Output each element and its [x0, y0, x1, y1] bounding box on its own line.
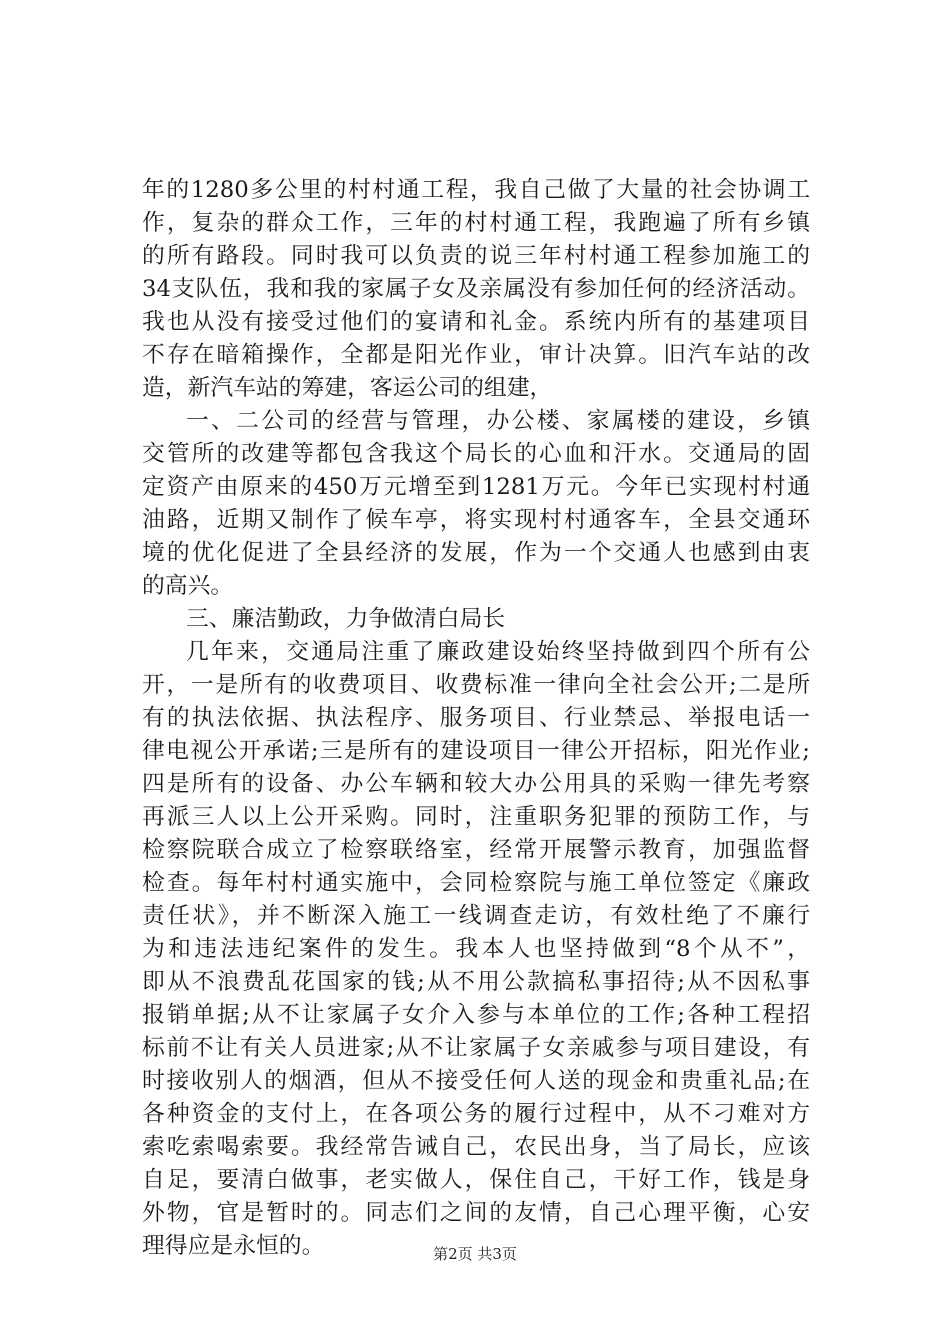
text-line: 造，新汽车站的筹建，客运公司的组建，	[142, 375, 553, 401]
text-line: 境的优化促进了全县经济的发展，作为一个交通人也感到由衷	[142, 540, 810, 566]
body-text	[142, 174, 810, 1263]
text-line: 几年来，交通局注重了廉政建设始终坚持做到四个所有公	[186, 639, 810, 665]
text-line: 时接收别人的烟酒，但从不接受任何人送的现金和贵重礼品;在	[142, 1068, 810, 1094]
text-line: 的高兴。	[142, 573, 234, 599]
text-line: 标前不让有关人员进家;从不让家属子女亲戚参与项目建设，有	[142, 1035, 810, 1061]
text-line: 理得应是永恒的。	[142, 1233, 325, 1259]
text-line: 不存在暗箱操作，全都是阳光作业，审计决算。旧汽车站的改	[142, 342, 810, 368]
text-line: 检察院联合成立了检察联络室，经常开展警示教育，加强监督	[142, 837, 810, 863]
text-line: 自足，要清白做事，老实做人，保住自己，干好工作，钱是身	[142, 1167, 810, 1193]
text-line: 的所有路段。同时我可以负责的说三年村村通工程参加施工的	[142, 243, 810, 269]
text-line: 作，复杂的群众工作，三年的村村通工程，我跑遍了所有乡镇	[142, 210, 810, 236]
text-line: 年的1280多公里的村村通工程，我自己做了大量的社会协调工	[142, 177, 810, 203]
text-line: 报销单据;从不让家属子女介入参与本单位的工作;各种工程招	[142, 1002, 810, 1028]
text-line: 即从不浪费乱花国家的钱;从不用公款搞私事招待;从不因私事	[142, 969, 810, 995]
text-line: 定资产由原来的450万元增至到1281万元。今年已实现村村通	[142, 474, 810, 500]
text-line: 有的执法依据、执法程序、服务项目、行业禁忌、举报电话一	[142, 705, 810, 731]
text-line: 为和违法违纪案件的发生。我本人也坚持做到“8个从不”，	[142, 936, 810, 962]
page-footer: 第2页 共3页	[433, 1245, 517, 1263]
text-line: 34支队伍，我和我的家属子女及亲属没有参加任何的经济活动。	[142, 276, 810, 302]
text-line: 律电视公开承诺;三是所有的建设项目一律公开招标，阳光作业;	[142, 738, 810, 764]
text-line: 索吃索喝索要。我经常告诫自己，农民出身，当了局长，应该	[142, 1134, 810, 1160]
text-line: 外物，官是暂时的。同志们之间的友情，自己心理平衡，心安	[142, 1200, 810, 1226]
text-line: 交管所的改建等都包含我这个局长的心血和汗水。交通局的固	[142, 441, 810, 467]
text-line: 我也从没有接受过他们的宴请和礼金。系统内所有的基建项目	[142, 309, 810, 335]
text-line: 一、二公司的经营与管理，办公楼、家属楼的建设，乡镇	[186, 408, 810, 434]
text-line: 责任状》，并不断深入施工一线调查走访，有效杜绝了不廉行	[142, 903, 810, 929]
text-line: 各种资金的支付上，在各项公务的履行过程中，从不刁难对方	[142, 1101, 810, 1127]
text-line: 开，一是所有的收费项目、收费标准一律向全社会公开;二是所	[142, 672, 810, 698]
text-line: 四是所有的设备、办公车辆和较大办公用具的采购一律先考察	[142, 771, 810, 797]
text-line: 再派三人以上公开采购。同时，注重职务犯罪的预防工作，与	[142, 804, 810, 830]
text-line: 三、廉洁勤政，力争做清白局长	[186, 606, 506, 632]
text-line: 油路，近期又制作了候车亭，将实现村村通客车，全县交通环	[142, 507, 810, 533]
text-line: 检查。每年村村通实施中，会同检察院与施工单位签定《廉政	[142, 870, 810, 896]
